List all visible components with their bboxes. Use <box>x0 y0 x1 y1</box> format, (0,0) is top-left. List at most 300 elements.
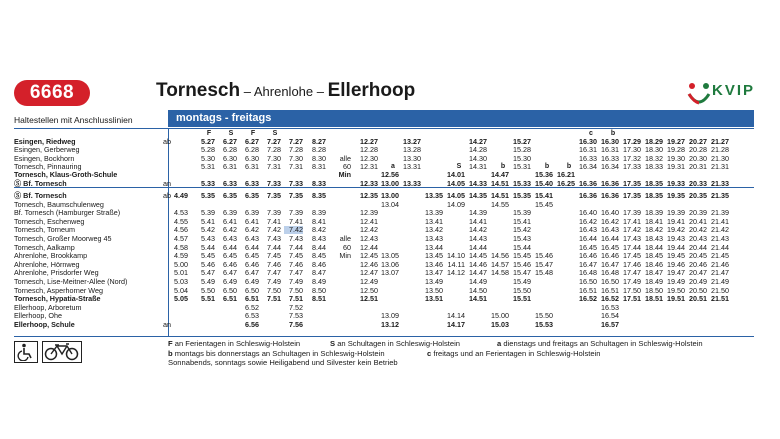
departure-time: 21.39 <box>711 208 729 218</box>
departure-time: 8.49 <box>312 277 326 286</box>
departure-time: 21.33 <box>711 178 729 188</box>
departure-time: 19.41 <box>667 216 685 226</box>
departure-time: 20.47 <box>689 268 707 278</box>
departure-time: 6.44 <box>223 242 237 252</box>
departure-time: 13.28 <box>403 145 421 155</box>
departure-time: 5.45 <box>201 251 215 261</box>
stop-name: Tornesch, Klaus-Groth-Schule <box>14 170 118 180</box>
departure-time: 21.51 <box>711 294 729 304</box>
stop-name: Tornesch, Baumschulenweg <box>14 199 104 209</box>
departure-time: 15.51 <box>513 294 531 304</box>
stop-name: Esingen, Bockhorn <box>14 153 75 163</box>
departure-time: 19.47 <box>667 268 685 278</box>
departure-time: 21.47 <box>711 268 729 278</box>
departure-time: 17.33 <box>623 161 641 171</box>
departure-time: 6.41 <box>245 216 259 226</box>
departure-time: 15.53 <box>535 320 553 329</box>
departure-time: 16.34 <box>579 161 597 171</box>
departure-time: 13.06 <box>381 259 399 269</box>
departure-time: 12.39 <box>360 208 378 218</box>
departure-time: 17.32 <box>623 153 641 163</box>
departure-time: 8.27 <box>312 137 326 146</box>
departure-time: 12.41 <box>360 216 378 226</box>
departure-time: 13.07 <box>381 268 399 278</box>
departure-time: 15.47 <box>513 268 531 278</box>
legend-note-a: a dienstags und freitags an Schultagen in Schleswig-Holstein <box>497 339 703 348</box>
departure-time: 16.25 <box>557 178 575 188</box>
departure-time: 18.29 <box>645 137 663 146</box>
departure-time: 16.36 <box>601 191 619 200</box>
departure-time: Min <box>338 170 351 180</box>
departure-time: 14.10 <box>447 251 465 261</box>
departure-time: 6.30 <box>223 153 237 163</box>
departure-time: 4.58 <box>174 242 188 252</box>
departure-time: 21.49 <box>711 277 729 286</box>
stop-name: Ellerhoop, Arboretum <box>14 302 82 312</box>
departure-time: 14.12 <box>447 268 465 278</box>
departure-time: 17.46 <box>623 259 641 269</box>
departure-time: 6.47 <box>223 268 237 278</box>
legend-note-S: S an Schultagen in Schleswig-Holstein <box>330 339 461 348</box>
departure-time: 16.44 <box>601 234 619 243</box>
departure-time: 5.04 <box>174 285 188 295</box>
stop-name: Tornesch, Lise-Meitner-Allee (Nord) <box>14 277 128 286</box>
departure-time: 18.42 <box>645 225 663 235</box>
departure-time: 17.30 <box>623 145 641 155</box>
footnote-mark: F <box>206 130 212 137</box>
departure-time: 6.31 <box>245 161 259 171</box>
departure-time: 19.50 <box>667 285 685 295</box>
departure-time: 5.47 <box>201 268 215 278</box>
departure-time: 20.30 <box>689 153 707 163</box>
departure-time: 12.46 <box>360 259 378 269</box>
departure-time: 18.35 <box>645 178 663 188</box>
departure-time: 6.39 <box>223 208 237 218</box>
departure-time: 7.50 <box>267 285 281 295</box>
footnote-mark: F <box>250 130 256 137</box>
departure-time: 6.28 <box>245 145 259 155</box>
departure-time: 13.50 <box>425 285 443 295</box>
departure-time: 20.45 <box>689 251 707 261</box>
departure-time: 15.36 <box>535 170 553 180</box>
departure-time: 6.42 <box>245 225 259 235</box>
departure-time: 14.35 <box>469 191 487 200</box>
departure-time: 21.46 <box>711 259 729 269</box>
route-via: Ahrenlohe <box>253 84 314 99</box>
departure-time: 16.50 <box>579 277 597 286</box>
departure-time: 12.27 <box>360 137 378 146</box>
departure-time: 13.47 <box>425 268 443 278</box>
kvip-logo-icon <box>686 80 712 110</box>
departure-time: 16.33 <box>579 153 597 163</box>
departure-time: 6.33 <box>245 178 259 188</box>
departure-time: 7.50 <box>289 285 303 295</box>
legend-note-no-service: Sonnabends, sonntags sowie Heiligabend und Silvester kein Betrieb <box>168 358 398 367</box>
departure-time: 6.52 <box>245 302 259 312</box>
departure-time: 8.44 <box>312 242 326 252</box>
departure-time: 14.05 <box>447 178 465 188</box>
departure-time: 14.57 <box>491 259 509 269</box>
departure-time: 12.42 <box>360 225 378 235</box>
departure-time: 8.30 <box>312 153 326 163</box>
departure-time: 6.28 <box>223 145 237 155</box>
departure-time: 8.47 <box>312 268 326 278</box>
departure-time: 16.46 <box>601 251 619 261</box>
departure-time: 5.44 <box>201 242 215 252</box>
footnote-mark: S <box>228 130 234 137</box>
departure-time: 7.28 <box>267 145 281 155</box>
departure-time: 6.56 <box>245 320 259 329</box>
departure-time: 7.46 <box>267 259 281 269</box>
departure-time: 17.42 <box>623 225 641 235</box>
departure-time: 16.40 <box>579 208 597 218</box>
departure-time: 19.49 <box>667 277 685 286</box>
departure-time: 7.49 <box>289 277 303 286</box>
departure-time: 14.55 <box>491 199 509 209</box>
stop-name: Tornesch, Aalkamp <box>14 242 75 252</box>
arrival-departure-flag: an <box>163 320 171 329</box>
departure-time: 14.46 <box>469 259 487 269</box>
departure-time: 14.49 <box>469 277 487 286</box>
trip-footnote-mark: b <box>566 162 572 170</box>
departure-time: 21.41 <box>711 216 729 226</box>
departure-time: 12.43 <box>360 234 378 243</box>
departure-time: 19.27 <box>667 137 685 146</box>
departure-time: 17.47 <box>623 268 641 278</box>
departure-time: 8.51 <box>312 294 326 304</box>
departure-time: 7.46 <box>289 259 303 269</box>
departure-time: 6.30 <box>245 153 259 163</box>
departure-time: 16.43 <box>601 225 619 235</box>
departure-time: 14.45 <box>469 251 487 261</box>
departure-time: 20.28 <box>689 145 707 155</box>
departure-time: 16.42 <box>579 216 597 226</box>
departure-time: 4.49 <box>174 191 188 200</box>
departure-time: 18.43 <box>645 234 663 243</box>
departure-time: 7.41 <box>267 216 281 226</box>
departure-time: 15.27 <box>513 137 531 146</box>
departure-time: 5.31 <box>201 161 215 171</box>
departure-time: 6.44 <box>245 242 259 252</box>
departure-time: 60 <box>343 161 351 171</box>
stop-name: Ⓢ Bf. Tornesch <box>14 178 67 188</box>
bicycle-icon <box>42 341 82 363</box>
departure-time: 15.41 <box>535 191 553 200</box>
trip-footnote-mark: b <box>544 162 550 170</box>
departure-time: 12.56 <box>381 170 399 180</box>
departure-time: 5.42 <box>201 225 215 235</box>
departure-time: 7.51 <box>267 294 281 304</box>
departure-time: 6.51 <box>245 294 259 304</box>
stop-name: Ellerhoop, Ohe <box>14 311 62 321</box>
stop-name: Tornesch, Torneum <box>14 225 75 235</box>
departure-time: 6.35 <box>245 191 259 200</box>
departure-time: 21.31 <box>711 161 729 171</box>
departure-time: 20.43 <box>689 234 707 243</box>
departure-time: 16.30 <box>579 137 597 146</box>
departure-time: 15.31 <box>513 161 531 171</box>
departure-time: 20.46 <box>689 259 707 269</box>
departure-time: 13.51 <box>425 294 443 304</box>
departure-time: 7.39 <box>289 208 303 218</box>
departure-time: 16.45 <box>579 242 597 252</box>
departure-time: 12.30 <box>360 153 378 163</box>
stop-name: Tornesch, Pinnauring <box>14 161 82 171</box>
departure-time: 6.27 <box>223 137 237 146</box>
departure-time: 6.31 <box>223 161 237 171</box>
departure-time: 6.33 <box>223 178 237 188</box>
departure-time: 18.32 <box>645 153 663 163</box>
departure-time: 6.45 <box>223 251 237 261</box>
departure-time: 19.51 <box>667 294 685 304</box>
legend-note-b: b montags bis donnerstags an Schultagen in Schleswig-Holstein <box>168 348 385 358</box>
stop-name: Ellerhoop, Schule <box>14 320 75 329</box>
departure-time: 13.12 <box>381 320 399 329</box>
departure-time: 16.53 <box>601 302 619 312</box>
departure-time: 20.49 <box>689 277 707 286</box>
departure-time: 8.45 <box>312 251 326 261</box>
departure-time: 17.49 <box>623 277 641 286</box>
departure-time: 12.33 <box>360 178 378 188</box>
departure-time: 15.40 <box>535 178 553 188</box>
departure-time: 16.21 <box>557 170 575 180</box>
departure-time: 14.56 <box>491 251 509 261</box>
departure-time: 14.43 <box>469 234 487 243</box>
departure-time: 5.05 <box>174 294 188 304</box>
departure-time: 17.50 <box>623 285 641 295</box>
departure-time: 6.49 <box>245 277 259 286</box>
departure-time: 16.47 <box>601 259 619 269</box>
departure-time: 5.39 <box>201 208 215 218</box>
departure-time: 21.43 <box>711 234 729 243</box>
header-rule <box>14 128 754 129</box>
departure-time: 8.50 <box>312 285 326 295</box>
departure-time: 17.35 <box>623 191 641 200</box>
departure-time: 12.47 <box>360 268 378 278</box>
departure-time: 16.48 <box>579 268 597 278</box>
departure-time: 16.52 <box>601 294 619 304</box>
departure-time: 15.50 <box>513 285 531 295</box>
departure-time: 20.51 <box>689 294 707 304</box>
departure-time: 12.51 <box>360 294 378 304</box>
departure-time: 13.46 <box>425 259 443 269</box>
departure-time: 5.27 <box>201 137 215 146</box>
arrival-departure-flag: ab <box>163 137 171 146</box>
departure-time: 16.43 <box>579 225 597 235</box>
arrival-departure-flag: ab <box>163 191 171 200</box>
departure-time: 15.44 <box>513 242 531 252</box>
legend-note-F: F an Ferientagen in Schleswig-Holstein <box>168 339 301 348</box>
departure-time: 6.39 <box>245 208 259 218</box>
departure-time: 4.56 <box>174 225 188 235</box>
departure-time: 16.50 <box>601 277 619 286</box>
stops-header: Haltestellen mit Anschlusslinien <box>14 115 133 125</box>
departure-time: 5.51 <box>201 294 215 304</box>
departure-time: 15.28 <box>513 145 531 155</box>
departure-time: 6.42 <box>223 225 237 235</box>
departure-time: 4.59 <box>174 251 188 261</box>
departure-time: 8.28 <box>312 145 326 155</box>
departure-time: 8.39 <box>312 208 326 218</box>
departure-time: alle <box>339 234 351 243</box>
departure-time: 18.47 <box>645 268 663 278</box>
departure-time: alle <box>339 153 351 163</box>
departure-time: 15.45 <box>513 251 531 261</box>
departure-time: 17.51 <box>623 294 641 304</box>
stop-name: Ahrenlohe, Hörnweg <box>14 259 80 269</box>
departure-time: 16.45 <box>601 242 619 252</box>
footnote-mark: S <box>272 130 278 137</box>
departure-time: 6.27 <box>245 137 259 146</box>
departure-time: 6.46 <box>223 259 237 269</box>
trip-footnote-mark: a <box>391 162 395 170</box>
departure-time: 15.46 <box>535 251 553 261</box>
departure-time: 17.41 <box>623 216 641 226</box>
departure-time: 7.27 <box>267 137 281 146</box>
departure-time: 14.17 <box>447 320 465 329</box>
departure-time: 14.42 <box>469 225 487 235</box>
departure-time: 6.49 <box>223 277 237 286</box>
departure-time: 12.31 <box>360 161 378 171</box>
departure-time: 19.42 <box>667 225 685 235</box>
line-number-badge: 6668 <box>14 80 90 106</box>
stop-name: Ⓢ Bf. Tornesch <box>14 191 67 200</box>
departure-time: 6.50 <box>223 285 237 295</box>
departure-time: 16.57 <box>601 320 619 329</box>
departure-time: 13.31 <box>403 161 421 171</box>
trip-footnote-mark: b <box>500 162 506 170</box>
departure-time: 7.45 <box>267 251 281 261</box>
departure-time: 19.35 <box>667 191 685 200</box>
departure-time: 5.28 <box>201 145 215 155</box>
departure-time: 12.50 <box>360 285 378 295</box>
departure-time: 19.30 <box>667 153 685 163</box>
departure-time: 4.57 <box>174 234 188 243</box>
departure-time: 13.33 <box>403 178 421 188</box>
departure-time: 20.27 <box>689 137 707 146</box>
departure-time: 14.47 <box>469 268 487 278</box>
departure-time: 8.42 <box>312 225 326 235</box>
departure-time: 7.33 <box>267 178 281 188</box>
departure-time: 15.50 <box>535 311 553 321</box>
departure-time: 5.33 <box>201 178 215 188</box>
departure-time: 18.46 <box>645 259 663 269</box>
departure-time: 7.47 <box>267 268 281 278</box>
departure-time: 6.51 <box>223 294 237 304</box>
departure-time: 21.30 <box>711 153 729 163</box>
departure-time: 14.39 <box>469 208 487 218</box>
departure-time: 18.44 <box>645 242 663 252</box>
departure-time: 18.51 <box>645 294 663 304</box>
departure-time: 13.05 <box>381 251 399 261</box>
departure-time: 8.46 <box>312 259 326 269</box>
departure-time: 7.43 <box>267 234 281 243</box>
departure-time: 16.52 <box>579 294 597 304</box>
departure-time: 15.39 <box>513 208 531 218</box>
departure-time: 15.43 <box>513 234 531 243</box>
departure-time: 20.33 <box>689 178 707 188</box>
departure-time: 16.46 <box>579 251 597 261</box>
departure-time: 13.09 <box>381 311 399 321</box>
departure-time: 13.45 <box>425 251 443 261</box>
stop-name: Esingen, Riedweg <box>14 137 76 146</box>
departure-time: 8.41 <box>312 216 326 226</box>
departure-time: 12.35 <box>360 191 378 200</box>
departure-time: 17.39 <box>623 208 641 218</box>
departure-time: 7.41 <box>289 216 303 226</box>
departure-time: 13.00 <box>381 191 399 200</box>
departure-time: 18.35 <box>645 191 663 200</box>
departure-time: 15.48 <box>535 268 553 278</box>
stop-name: Tornesch, Eschenweg <box>14 216 85 226</box>
departure-time: 14.31 <box>469 161 487 171</box>
departure-time: 20.42 <box>689 225 707 235</box>
departure-time: 19.46 <box>667 259 685 269</box>
departure-time: 7.42 <box>267 225 281 235</box>
departure-time: 7.31 <box>267 161 281 171</box>
departure-time: 15.00 <box>491 311 509 321</box>
departure-time: 13.44 <box>425 242 443 252</box>
route-title: Tornesch – Ahrenlohe – Ellerhoop <box>156 80 416 101</box>
departure-time: 7.30 <box>289 153 303 163</box>
departure-time: 13.41 <box>425 216 443 226</box>
departure-time: 7.33 <box>289 178 303 188</box>
departure-time: 6.43 <box>245 234 259 243</box>
departure-time: 16.40 <box>601 208 619 218</box>
stop-name: Esingen, Gerberweg <box>14 145 80 155</box>
departure-time: 14.44 <box>469 242 487 252</box>
departure-time: 7.35 <box>267 191 281 200</box>
departure-time: 17.45 <box>623 251 641 261</box>
departure-time: 15.41 <box>513 216 531 226</box>
departure-time: 13.35 <box>425 191 443 200</box>
departure-time: 5.43 <box>201 234 215 243</box>
trip-footnote-mark: S <box>456 162 462 170</box>
stop-name: Tornesch, Hypatia-Straße <box>14 294 101 304</box>
departure-time: 20.41 <box>689 216 707 226</box>
departure-time: 18.33 <box>645 161 663 171</box>
departure-time: 5.00 <box>174 259 188 269</box>
departure-time: 16.31 <box>579 145 597 155</box>
departure-time: 16.51 <box>579 285 597 295</box>
departure-time: 5.03 <box>174 277 188 286</box>
departure-time: 14.41 <box>469 216 487 226</box>
departure-time: 20.44 <box>689 242 707 252</box>
departure-time: 13.04 <box>381 199 399 209</box>
departure-time: 14.30 <box>469 153 487 163</box>
departure-time: 5.46 <box>201 259 215 269</box>
stop-name: Ahrenlohe, Brookkamp <box>14 251 88 261</box>
departure-time: 6.46 <box>245 259 259 269</box>
table-bottom-rule <box>14 336 754 337</box>
stop-name: Bf. Tornesch (Hamburger Straße) <box>14 208 121 218</box>
departure-time: 7.44 <box>289 242 303 252</box>
departure-time: 18.39 <box>645 208 663 218</box>
departure-time: 8.33 <box>312 178 326 188</box>
departure-time: 14.50 <box>469 285 487 295</box>
departure-time: 7.44 <box>267 242 281 252</box>
departure-time: 7.45 <box>289 251 303 261</box>
departure-time: 13.49 <box>425 277 443 286</box>
departure-time: 8.35 <box>312 191 326 200</box>
departure-time: 14.09 <box>447 199 465 209</box>
departure-time: 7.56 <box>289 320 303 329</box>
departure-time: 19.44 <box>667 242 685 252</box>
departure-time: 13.27 <box>403 137 421 146</box>
departure-time: 15.30 <box>513 153 531 163</box>
departure-time: 13.30 <box>403 153 421 163</box>
departure-time: 16.44 <box>579 234 597 243</box>
